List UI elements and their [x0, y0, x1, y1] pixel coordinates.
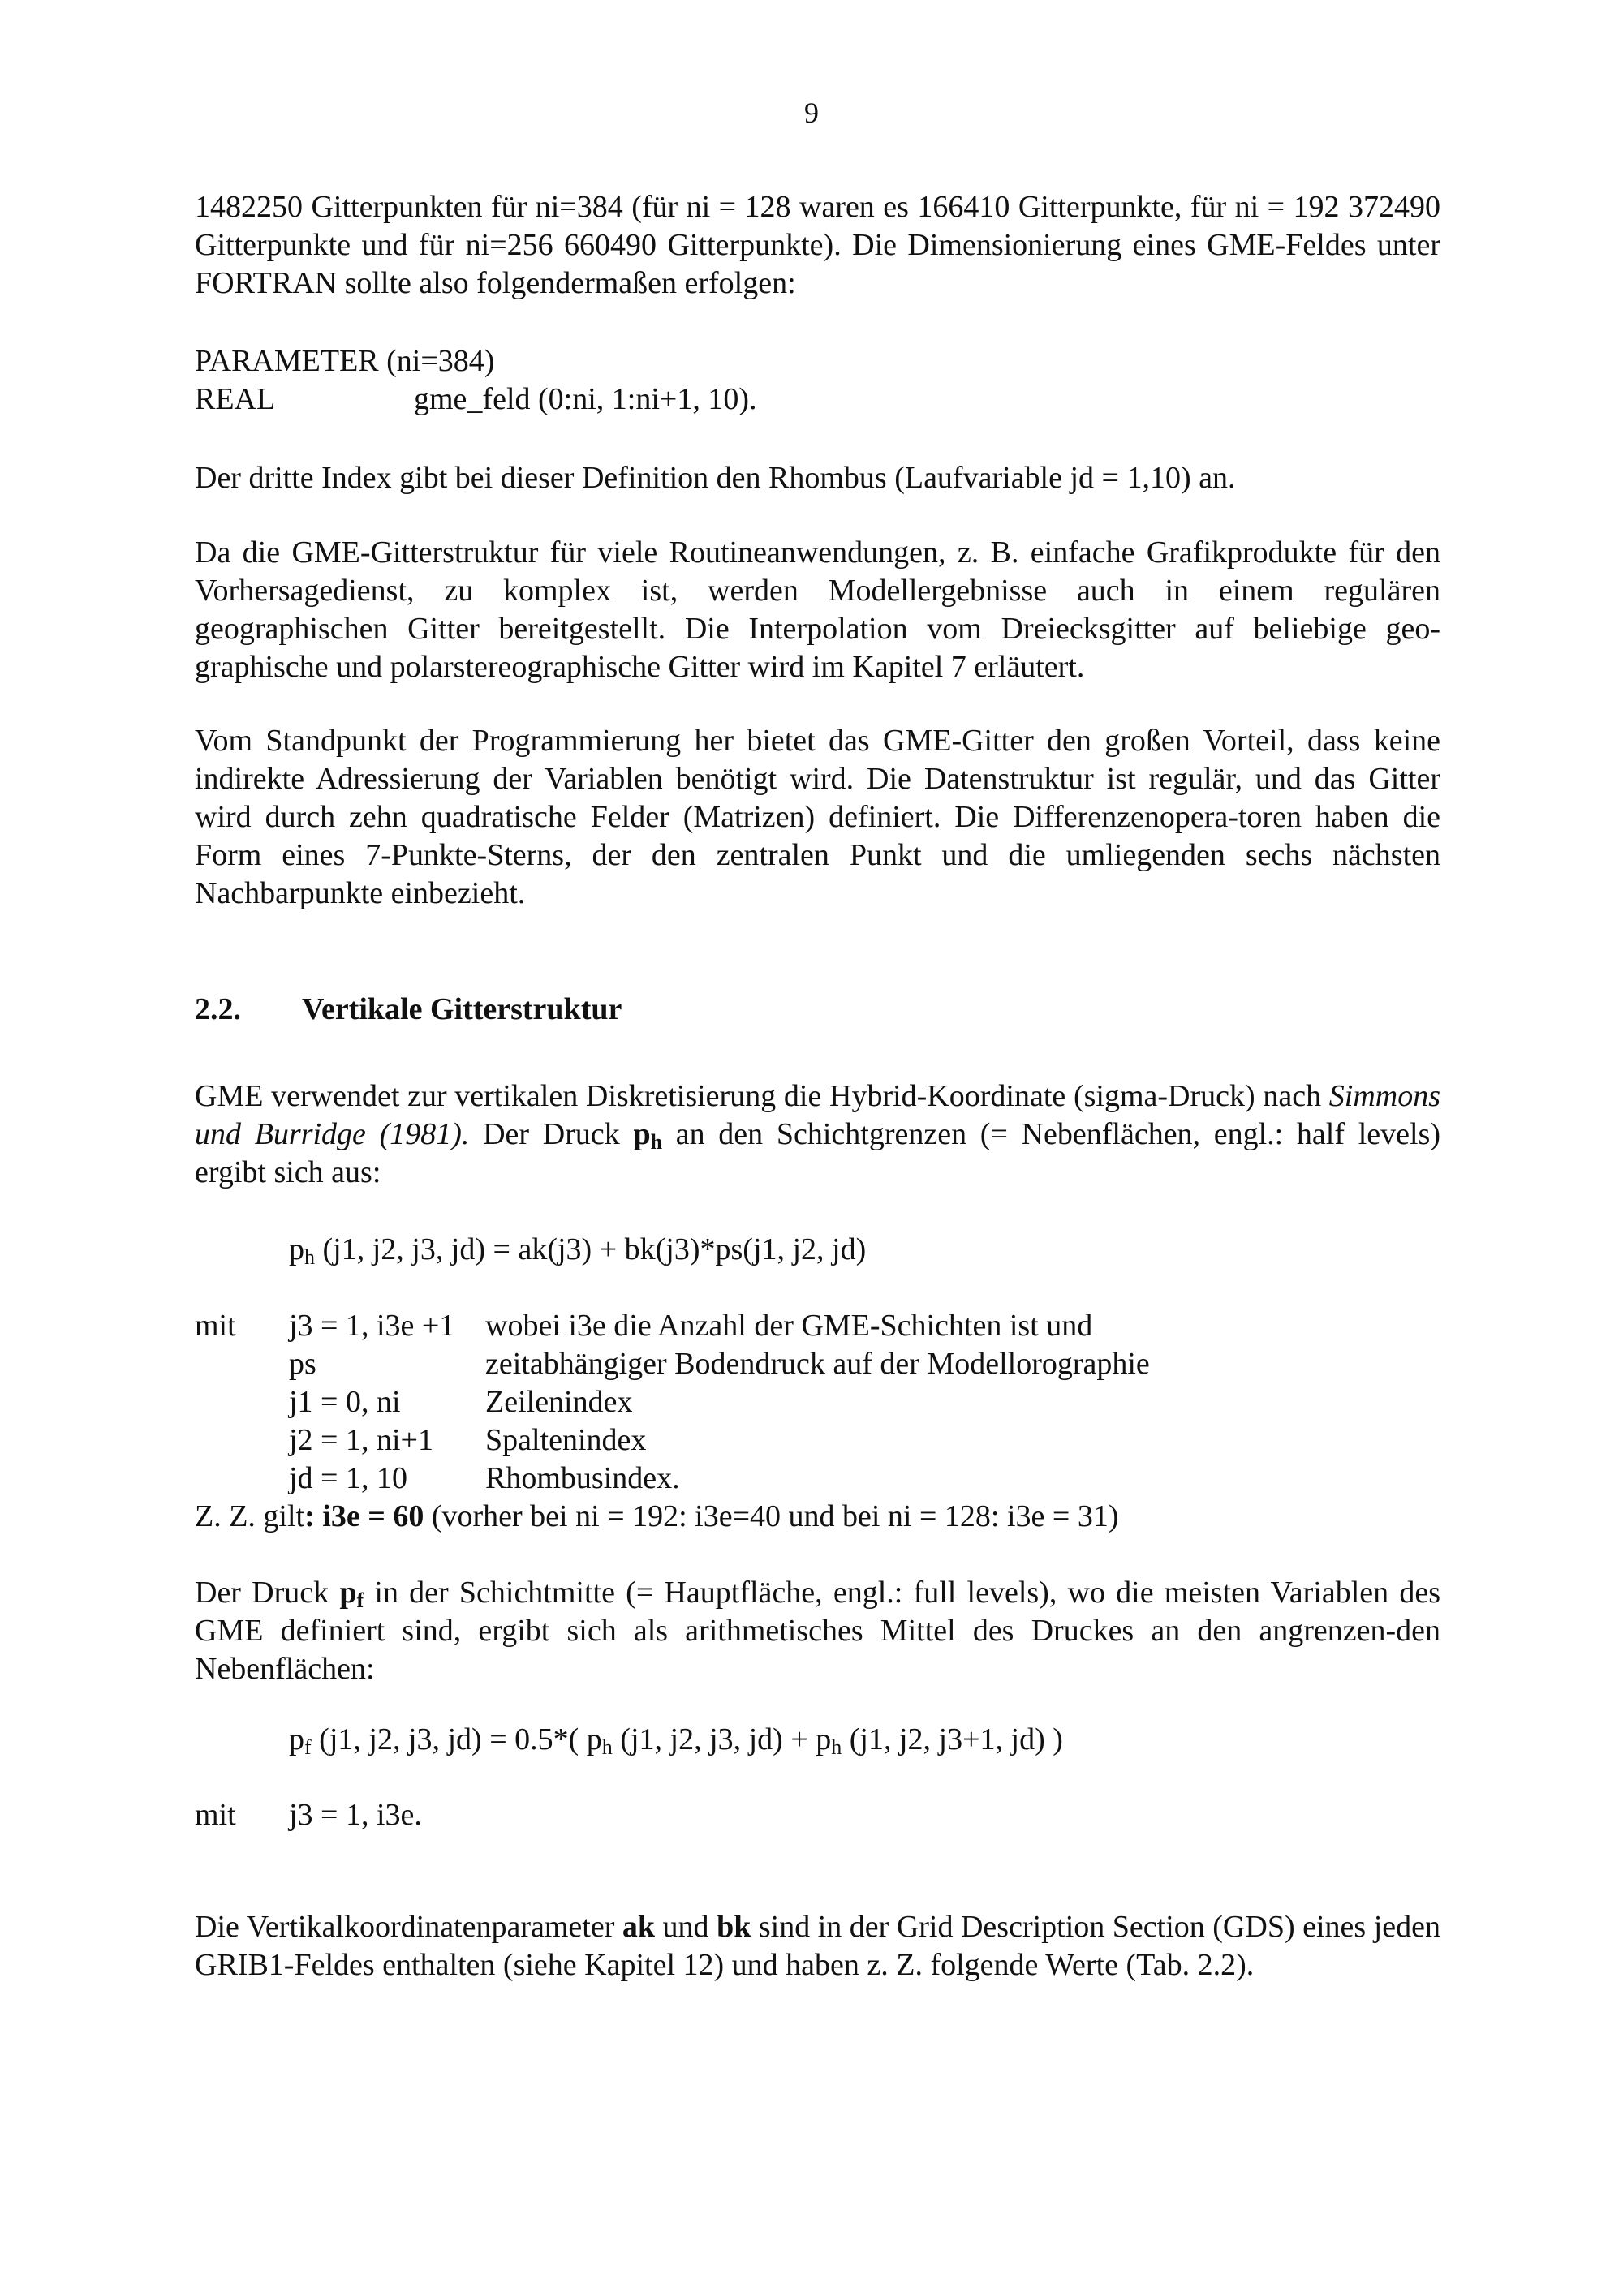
paragraph-full-levels: [195, 1574, 1440, 1688]
section-heading: [195, 991, 622, 1027]
where-label: mit: [195, 1309, 236, 1343]
symbol-subscript: h: [650, 1130, 663, 1154]
text-run: sind in der Grid Description Section (GDS) eines jeden GRIB1-Feldes enthalten (siehe Kapitel 12) und haben z. Z. folgende Werte (Tab. 2.2).: [195, 1910, 1440, 1982]
paragraph-grid-points: 1482250 Gitterpunkten für ni=384 (für ni = 128 waren es 166410 Gitterpunkte, für ni = 192 372490 Gitterpunkte und für ni=256 660490 Gitterpunkte). Die Dimensionierung eines GME-Feldes unter FORTRAN sollte also folgendermaßen erfolgen:: [195, 190, 1440, 300]
text-run: Der Druck: [469, 1117, 634, 1151]
text-run: Z. Z. gilt: [195, 1499, 305, 1533]
text-run: Die Vertikalkoordinatenparameter: [195, 1910, 622, 1944]
where-desc-j3: wobei i3e die Anzahl der GME-Schichten ist und: [485, 1309, 1093, 1343]
current-level-count: : i3e = 60: [304, 1499, 424, 1533]
symbol-ph: [633, 1117, 663, 1154]
param-ak: ak: [622, 1910, 656, 1944]
code-array-declaration: gme_feld (0:ni, 1:ni+1, 10).: [414, 382, 757, 416]
text-run: Der Druck: [195, 1576, 340, 1610]
eq-symbol: p: [586, 1722, 602, 1756]
equation-ph: [289, 1232, 866, 1267]
eq-text: (j1, j2, j3, jd) +: [612, 1722, 816, 1756]
paragraph-programming: Vom Standpunkt der Programmierung her bietet das GME-Gitter den großen Vorteil, dass keine indirekte Adressierung der Variablen benötigt wird. Die Datenstruktur ist regulär, und das Gitter wird durch zehn quadratische Felder (Matrizen) definiert. Die Differenzenopera-toren haben die Form eines 7-Punkte-Sterns, der den zentralen Punkt und die umliegenden sechs nächsten Nachbarpunkte einbezieht.: [195, 724, 1440, 910]
symbol-letter: p: [339, 1576, 357, 1610]
eq-text: (j1, j2, j3, jd) = 0.5*(: [311, 1722, 587, 1756]
where-desc-j1: Zeilenindex: [485, 1385, 633, 1419]
citation: Simmons und Burridge (1981).: [195, 1079, 1441, 1151]
where-desc-ps: zeitabhängiger Bodendruck auf der Modellorographie: [485, 1347, 1150, 1381]
symbol-pf: [339, 1576, 364, 1610]
eq-subscript: f: [304, 1735, 312, 1759]
paragraph-hybrid-coordinate: [195, 1077, 1440, 1192]
symbol-letter: p: [633, 1117, 651, 1151]
eq2-where-range: j3 = 1, i3e.: [289, 1798, 422, 1832]
where-var-j2: j2 = 1, ni+1: [289, 1423, 433, 1457]
eq-symbol: p: [289, 1722, 304, 1756]
text-run: (vorher bei ni = 192: i3e=40 und bei ni = 128: i3e = 31): [424, 1499, 1119, 1533]
code-real-keyword: REAL: [195, 382, 276, 416]
text-run: an den Schichtgrenzen (= Nebenflächen, engl.: half levels) ergibt sich aus:: [195, 1117, 1440, 1189]
text-run: in der Schichtmitte (= Hauptfläche, engl.: full levels), wo die meisten Variablen des GME definiert sind, ergibt sich als arithmetisches Mittel des Druckes an den angrenzen-den Nebenflächen:: [195, 1576, 1440, 1686]
paragraph-regular-grid: Da die GME-Gitterstruktur für viele Routineanwendungen, z. B. einfache Grafikprodukte für den Vorhersagedienst, zu komplex ist, werden Modellergebnisse auch in einem regulären geographischen Gitter bereitgestellt. Die Interpolation vom Dreiecksgitter auf beliebige geo-graphische und polarstereographische Gitter wird im Kapitel 7 erläutert.: [195, 535, 1440, 684]
paragraph-vertical-parameters: [195, 1908, 1440, 1984]
symbol-subscript: f: [356, 1589, 364, 1612]
section-title: Vertikale Gitterstruktur: [302, 992, 622, 1026]
eq-symbol: p: [289, 1232, 304, 1266]
where-desc-jd: Rhombusindex.: [485, 1461, 680, 1495]
where-var-ps: ps: [289, 1347, 316, 1381]
where-desc-j2: Spaltenindex: [485, 1423, 647, 1457]
eq-subscript: h: [601, 1735, 613, 1759]
eq-subscript: h: [831, 1735, 842, 1759]
eq-rhs: (j1, j2, j3, jd) = ak(j3) + bk(j3)*ps(j1, j2, jd): [315, 1232, 867, 1266]
where-var-j3: j3 = 1, i3e +1: [289, 1309, 455, 1343]
page-number: 9: [804, 97, 819, 129]
eq-symbol: p: [816, 1722, 832, 1756]
text-run: und: [655, 1910, 717, 1944]
eq-text: (j1, j2, j3+1, jd) ): [842, 1722, 1063, 1756]
eq-subscript: h: [304, 1245, 315, 1269]
where-var-j1: j1 = 0, ni: [289, 1385, 401, 1419]
text-run: GME verwendet zur vertikalen Diskretisierung die Hybrid-Koordinate (sigma-Druck) nach: [195, 1079, 1322, 1113]
current-levels-line: [195, 1498, 1118, 1534]
code-parameter-line: PARAMETER (ni=384): [195, 344, 495, 378]
section-number: 2.2.: [195, 992, 241, 1026]
where-var-jd: jd = 1, 10: [289, 1461, 407, 1495]
param-bk: bk: [717, 1910, 751, 1944]
eq2-where-label: mit: [195, 1798, 236, 1832]
equation-pf: [289, 1722, 1063, 1757]
paragraph-third-index: Der dritte Index gibt bei dieser Definition den Rhombus (Laufvariable jd = 1,10) an.: [195, 461, 1236, 495]
